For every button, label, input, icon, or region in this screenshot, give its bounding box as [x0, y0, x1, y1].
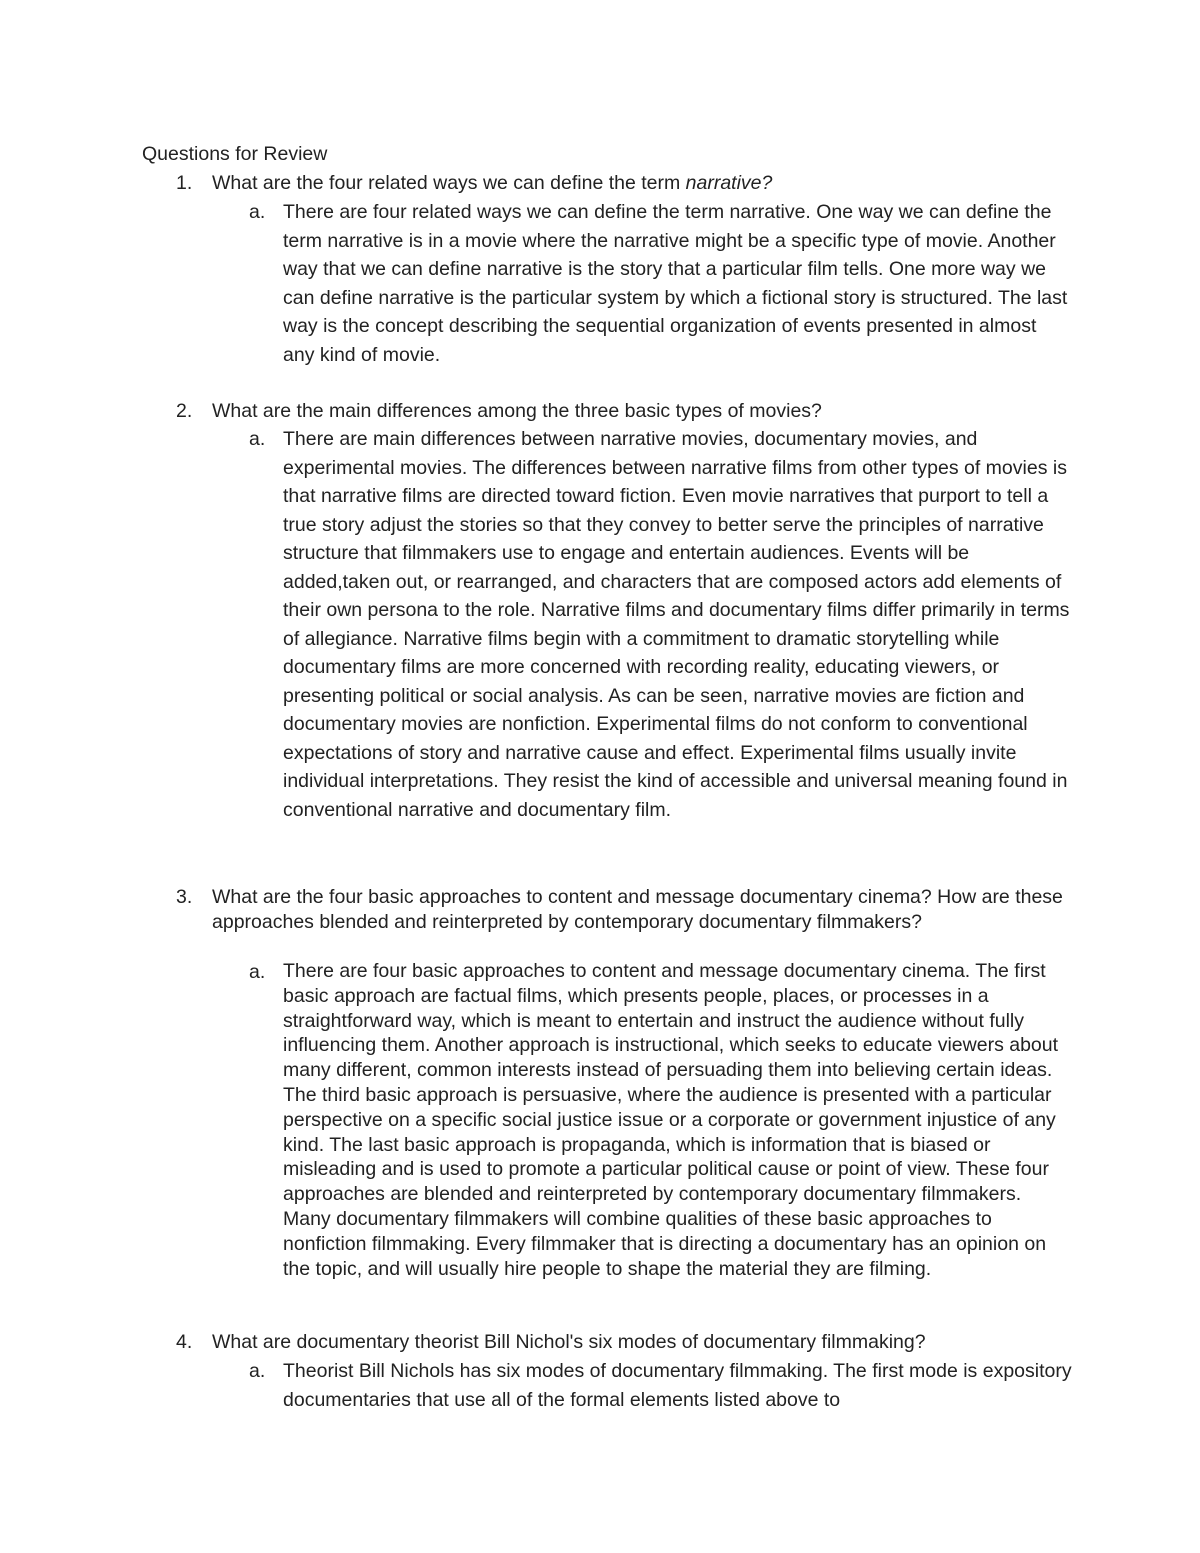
question-number: 2.	[176, 400, 193, 422]
answer-marker: a.	[249, 961, 266, 983]
question-text	[212, 169, 1072, 198]
question-text: What are the main differences among the three basic types of movies?	[212, 400, 822, 422]
question-number: 4.	[176, 1331, 193, 1353]
answer-marker: a.	[249, 201, 266, 223]
answer-marker: a.	[249, 428, 266, 450]
answer-text: There are main differences between narrative movies, documentary movies, and experimental movies. The differences between narrative films from other types of movies is that narrative films are directed toward fiction. Even movie narratives that purport to tell a true story adjust the stories so that they convey to better serve the principles of narrative structure that filmmakers use to engage and entertain audiences. Events will be added,taken out, or rearranged, and characters that are composed actors add elements of their own persona to the role. Narrative films and documentary films differ primarily in terms of allegiance. Narrative films begin with a commitment to dramatic storytelling while documentary films are more concerned with recording reality, educating viewers, or presenting political or social analysis. As can be seen, narrative movies are fiction and documentary movies are nonfiction. Experimental films do not conform to conventional expectations of story and narrative cause and effect. Experimental films usually invite individual interpretations. They resist the kind of accessible and universal meaning found in conventional narrative and documentary film.	[283, 428, 1070, 821]
question-number: 3.	[176, 886, 193, 908]
answer-text: There are four basic approaches to content and message documentary cinema. The first basic approach are factual films, which presents people, places, or processes in a straightforward way, which is meant to entertain and instruct the audience without fully influencing them. Another approach is instructional, which seeks to educate viewers about many different, common interests instead of persuading them into believing certain ideas. The third basic approach is persuasive, where the audience is presented with a particular perspective on a specific social justice issue or a corporate or government injustice of any kind. The last basic approach is propaganda, which is information that is biased or misleading and is used to promote a particular political cause or point of view. These four approaches are blended and reinterpreted by contemporary documentary filmmakers. Many documentary filmmakers will combine qualities of these basic approaches to nonfiction filmmaking. Every filmmaker that is directing a documentary has an opinion on the topic, and will usually hire people to shape the material they are filming.	[283, 960, 1059, 1280]
page-title: Questions for Review	[142, 143, 328, 165]
question-text: What are the four basic approaches to content and message documentary cinema? How are these approaches blended and reinterpreted by contemporary documentary filmmakers?	[212, 886, 1063, 933]
answer-text: Theorist Bill Nichols has six modes of documentary filmmaking. The first mode is expository documentaries that use all of the formal elements listed above to	[283, 1360, 1072, 1411]
question-number: 1.	[176, 172, 193, 194]
answer-marker: a.	[249, 1360, 266, 1382]
question-text-prefix: What are the four related ways we can define the term	[212, 172, 686, 194]
question-text: What are documentary theorist Bill Nichol's six modes of documentary filmmaking?	[212, 1331, 926, 1353]
question-text-emphasis: narrative?	[685, 172, 773, 194]
answer-text: There are four related ways we can define the term narrative. One way we can define the term narrative is in a movie where the narrative might be a specific type of movie. Another way that we can define narrative is the story that a particular film tells. One more way we can define narrative is the particular system by which a fictional story is structured. The last way is the concept describing the sequential organization of events presented in almost any kind of movie.	[283, 201, 1068, 366]
